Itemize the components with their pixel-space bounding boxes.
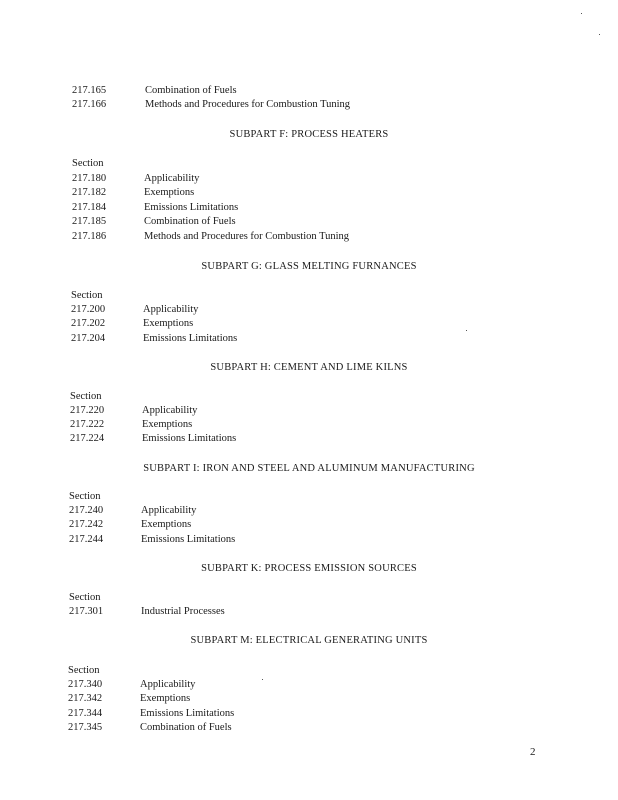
section-title: Applicability [143, 304, 199, 315]
scan-speck [599, 34, 600, 35]
section-title: Methods and Procedures for Combustion Tuning [144, 231, 350, 242]
section-number: 217.182 [72, 187, 107, 198]
section-label: Section [68, 665, 100, 676]
section-title: Exemptions [143, 318, 194, 329]
subpart-heading: SUBPART K: PROCESS EMISSION SOURCES [201, 563, 417, 574]
section-label: Section [69, 491, 101, 502]
scan-speck [581, 13, 582, 14]
subpart-heading: SUBPART H: CEMENT AND LIME KILNS [210, 362, 408, 373]
section-number: 217.301 [69, 606, 104, 617]
section-label: Section [70, 391, 102, 402]
section-title: Emissions Limitations [143, 333, 238, 344]
section-number: 217.200 [71, 304, 106, 315]
page-number: 2 [530, 746, 536, 758]
section-number: 217.166 [72, 99, 107, 110]
section-number: 217.202 [71, 318, 106, 329]
section-number: 217.222 [70, 419, 105, 430]
section-title: Combination of Fuels [144, 216, 236, 227]
subpart-heading: SUBPART I: IRON AND STEEL AND ALUMINUM MANUFACTURING [143, 463, 475, 474]
subpart-heading: SUBPART F: PROCESS HEATERS [229, 129, 389, 140]
section-number: 217.184 [72, 202, 107, 213]
subpart-heading: SUBPART M: ELECTRICAL GENERATING UNITS [190, 635, 428, 646]
section-title: Exemptions [144, 187, 195, 198]
section-number: 217.165 [72, 85, 107, 96]
section-title: Emissions Limitations [141, 534, 236, 545]
section-label: Section [71, 290, 103, 301]
scan-speck [466, 330, 467, 331]
section-number: 217.244 [69, 534, 104, 545]
section-title: Emissions Limitations [140, 708, 235, 719]
section-title: Exemptions [140, 693, 191, 704]
section-number: 217.344 [68, 708, 103, 719]
section-label: Section [72, 158, 104, 169]
section-number: 217.345 [68, 722, 103, 733]
section-title: Combination of Fuels [140, 722, 232, 733]
subpart-heading: SUBPART G: GLASS MELTING FURNANCES [201, 261, 417, 272]
section-title: Combination of Fuels [145, 85, 237, 96]
section-title: Exemptions [141, 519, 192, 530]
section-title: Applicability [141, 505, 197, 516]
section-number: 217.340 [68, 679, 103, 690]
section-title: Methods and Procedures for Combustion Tuning [145, 99, 351, 110]
section-number: 217.342 [68, 693, 103, 704]
scan-speck [262, 679, 263, 680]
section-title: Applicability [144, 173, 200, 184]
section-title: Emissions Limitations [142, 433, 237, 444]
section-number: 217.204 [71, 333, 106, 344]
section-number: 217.242 [69, 519, 104, 530]
section-title: Industrial Processes [141, 606, 225, 617]
section-title: Applicability [140, 679, 196, 690]
section-number: 217.186 [72, 231, 107, 242]
section-title: Applicability [142, 405, 198, 416]
section-number: 217.240 [69, 505, 104, 516]
section-label: Section [69, 592, 101, 603]
section-number: 217.185 [72, 216, 107, 227]
section-title: Exemptions [142, 419, 193, 430]
section-number: 217.180 [72, 173, 107, 184]
section-title: Emissions Limitations [144, 202, 239, 213]
section-number: 217.220 [70, 405, 105, 416]
section-number: 217.224 [70, 433, 105, 444]
